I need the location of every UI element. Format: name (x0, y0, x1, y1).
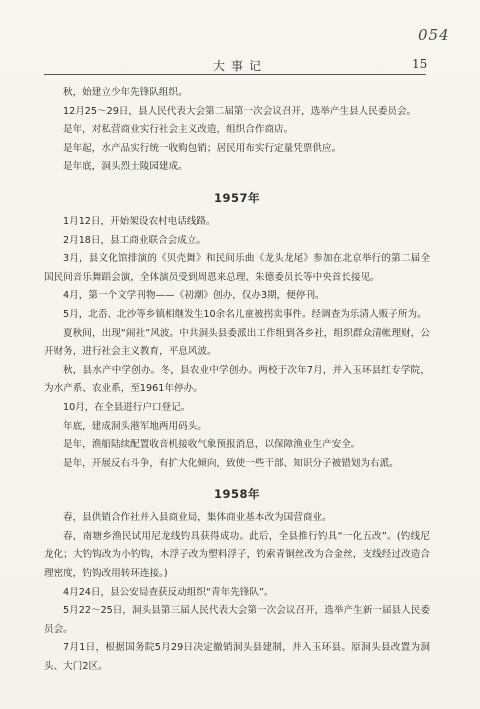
paragraph: 5月，北岙、北沙等乡镇相继发生10余名儿童被拐卖事件。经调查为乐清人贩子所为。 (63, 308, 427, 320)
paragraph: 是年，开展反右斗争，有扩大化倾向，致使一些干部、知识分子被错划为右派。 (63, 457, 399, 469)
paragraph: 是年起，水产品实行统一收购包销；居民用布实行定量凭票供应。 (63, 142, 342, 154)
section-1957 (44, 213, 430, 473)
paragraph: 年底，建成洞头港军地两用码头。 (63, 420, 207, 432)
handwritten-page-number: 054 (418, 26, 450, 44)
paragraph: 4月，第一个文学刊物——《初潮》创办，仅办3期，便停刊。 (63, 290, 325, 302)
year-heading-1958: 1958年 (213, 487, 260, 502)
paragraph: 3月，县文化馆排演的《贝壳舞》和民间乐曲《龙头龙尾》参加在北京举行的第二届全国民间音乐舞蹈会演，全体演员受到周恩来总理、朱德委员长等中央首长接见。 (44, 253, 430, 283)
paragraph: 秋，县水产中学创办。冬，县农业中学创办。两校于次年7月，并入玉环县红专学院，为水产系、农业系，至1961年停办。 (44, 364, 430, 395)
paragraph: 10月，在全县进行户口登记。 (63, 401, 191, 413)
section-1956-continued (44, 84, 430, 177)
paragraph: 是年，渔船陆续配置收音机接收气象预报消息，以保障渔业生产安全。 (63, 439, 361, 451)
paragraph: 2月18日，县工商业联合会成立。 (63, 234, 207, 246)
paragraph: 1月12日，开始架设农村电话线路。 (63, 215, 216, 227)
paragraph: 4月24日，县公安局查获反动组织“青年先锋队”。 (63, 586, 274, 598)
document-body (44, 84, 430, 677)
paragraph: 夏秋间，出现“闹社”风波。中共洞头县委派出工作组到各乡社，组织群众清帐理财，公开财务，进行社会主义教育，平息风波。 (44, 327, 430, 358)
year-heading-1957: 1957年 (213, 190, 260, 205)
section-1958 (44, 509, 430, 676)
running-header-title: 大事记 (212, 59, 267, 73)
paragraph: 秋，始建立少年先锋队组织。 (63, 87, 188, 98)
paragraph: 12月25～29日，县人民代表大会第二届第一次会议召开，选举产生县人民委员会。 (63, 105, 417, 117)
header-rule (44, 74, 426, 75)
paragraph: 5月22～25日，洞头县第三届人民代表大会第一次会议召开，选举产生新一届县人民委员会。 (44, 605, 430, 635)
paragraph: 是年底，洞头烈士陵园建成。 (63, 161, 188, 173)
paragraph: 7月1日，根据国务院5月29日决定撤销洞头县建制，并入玉环县。原洞头县改置为洞头、大门2区。 (44, 642, 430, 673)
paragraph: 春，县供销合作社并入县商业局，集体商业基本改为国营商业。 (63, 512, 332, 524)
paragraph: 是年，对私营商业实行社会主义改造，组织合作商店。 (63, 124, 294, 136)
paragraph: 春，南塘乡渔民试用尼龙线钓具获得成功。此后，全县推行钓具“一化五改”。(钓线尼龙化；大钓钩改为小钓钩，木浮子改为塑料浮子，钓索青铜丝改为合金丝，支线经过改造合理密度，钓钩改用转环连接。) (44, 530, 430, 580)
page-number: 15 (412, 57, 428, 71)
